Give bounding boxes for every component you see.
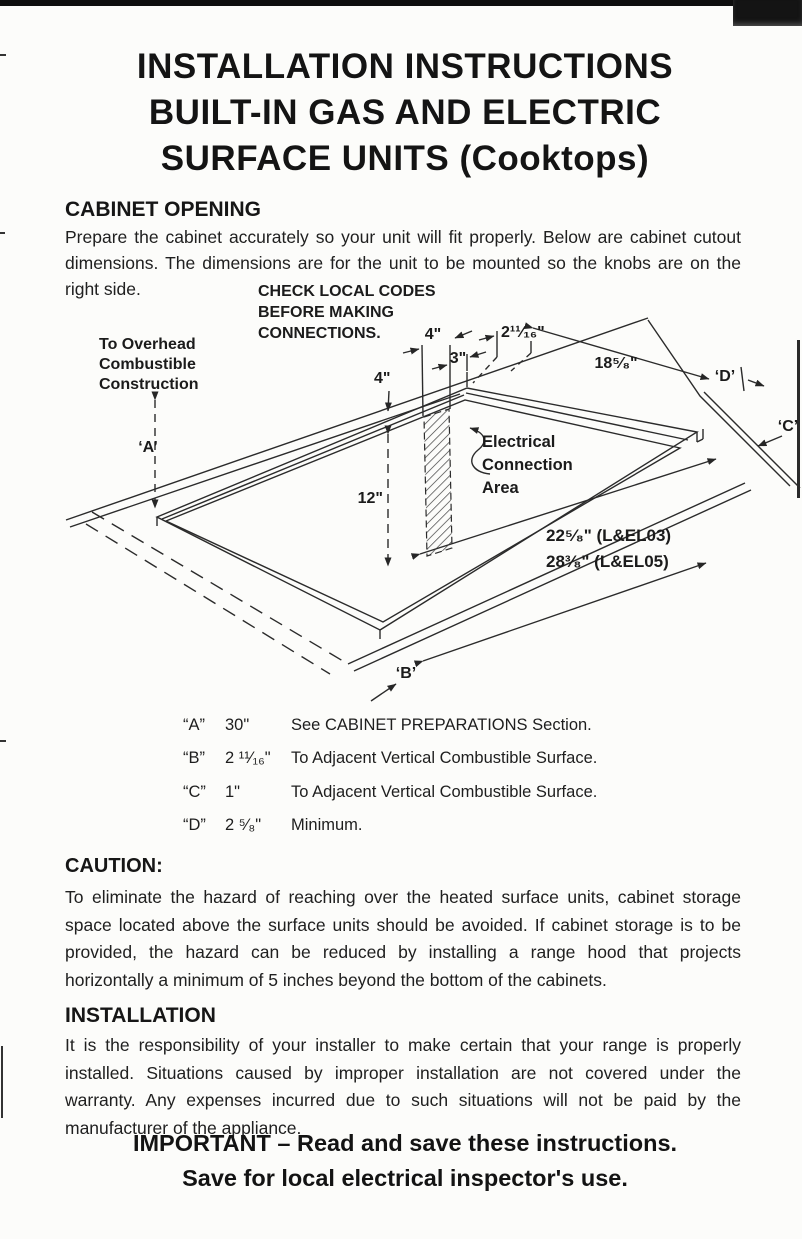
dim-2-11-16in: 2¹¹⁄₁₆": [501, 324, 545, 341]
dim-row-desc: To Adjacent Vertical Combustible Surface.: [291, 749, 598, 767]
cabinet-opening-heading: CABINET OPENING: [65, 198, 262, 221]
dim-row-label: “C”: [183, 783, 206, 801]
dim-row-value: 2 ¹¹⁄₁₆": [225, 749, 271, 767]
cutout-width-large: 28³⁄₈" (L&EL05): [546, 552, 669, 571]
dim-18-5-8in: 18⁵⁄₈": [594, 355, 638, 372]
check-codes-line-2: BEFORE MAKING: [258, 304, 394, 321]
dim-12in: 12": [357, 490, 383, 507]
overhead-label-line-2: Combustible: [99, 356, 196, 373]
footer-line-2: Save for local electrical inspector's use.: [182, 1165, 628, 1191]
check-codes-line-1: CHECK LOCAL CODES: [258, 283, 436, 300]
dim-c-label: ‘C’: [777, 418, 799, 435]
dim-4in-left: 4": [374, 370, 391, 387]
dim-row-label: “A”: [183, 716, 205, 734]
caution-heading: CAUTION:: [65, 855, 163, 877]
dim-a-label: ‘A’: [138, 439, 158, 456]
dim-row-value: 30": [225, 716, 250, 734]
dim-4in-top: 4": [424, 326, 442, 343]
dim-d-label: ‘D’: [714, 368, 736, 385]
dim-3in: 3": [449, 350, 467, 367]
electrical-connection-area-hatch: [424, 409, 452, 556]
title-line-2: BUILT-IN GAS AND ELECTRIC: [148, 93, 662, 132]
installation-paragraph: It is the responsibility of your installer to make certain that your range is properly installed. Situations caused by improper installation are not covered under the warranty. Any expenses incurred due to such situations will not be paid by the manufacturer of the appliance.: [65, 1035, 741, 1138]
electrical-area-label-line-1: Electrical: [482, 433, 556, 451]
check-codes-line-3: CONNECTIONS.: [258, 325, 381, 342]
table-row: [183, 716, 592, 735]
dim-row-desc: To Adjacent Vertical Combustible Surface.: [291, 783, 598, 801]
overhead-label-line-3: Construction: [99, 376, 199, 393]
table-row: [183, 749, 597, 768]
electrical-area-label-line-2: Connection: [482, 456, 573, 474]
dim-row-value: 1": [225, 783, 241, 801]
cutout-width-small: 22⁵⁄₈" (L&EL03): [546, 526, 672, 545]
footer-line-1: IMPORTANT – Read and save these instructions.: [132, 1130, 678, 1156]
table-row: [183, 816, 363, 835]
dim-row-value: 2 ⁵⁄₈": [225, 816, 262, 834]
dim-row-desc: Minimum.: [291, 816, 363, 834]
installation-heading: INSTALLATION: [65, 1004, 216, 1027]
dim-b-label: ‘B’: [395, 665, 417, 682]
overhead-label-line-1: To Overhead: [99, 336, 196, 353]
title-line-1: INSTALLATION INSTRUCTIONS: [136, 47, 674, 86]
title-line-3: SURFACE UNITS (Cooktops): [160, 139, 650, 178]
footer-important-notice: [0, 1126, 802, 1196]
cabinet-opening-paragraph: Prepare the cabinet accurately so your unit will fit properly. Below are cabinet cutout dimensions. The dimensions are for the unit to be mounted so the knobs are on the right side.: [65, 227, 741, 299]
caution-paragraph: To eliminate the hazard of reaching over the heated surface units, cabinet storage space located above the surface units should be avoided. If cabinet storage is to be provided, the hazard can be reduced by installing a range hood that projects horizontally a minimum of 5 inches beyond the bottom of the cabinets.: [65, 887, 741, 990]
dim-row-label: “D”: [183, 816, 206, 834]
table-row: [183, 783, 597, 802]
electrical-area-label-line-3: Area: [482, 479, 519, 497]
dim-row-label: “B”: [183, 749, 205, 767]
dim-row-desc: See CABINET PREPARATIONS Section.: [291, 716, 592, 734]
